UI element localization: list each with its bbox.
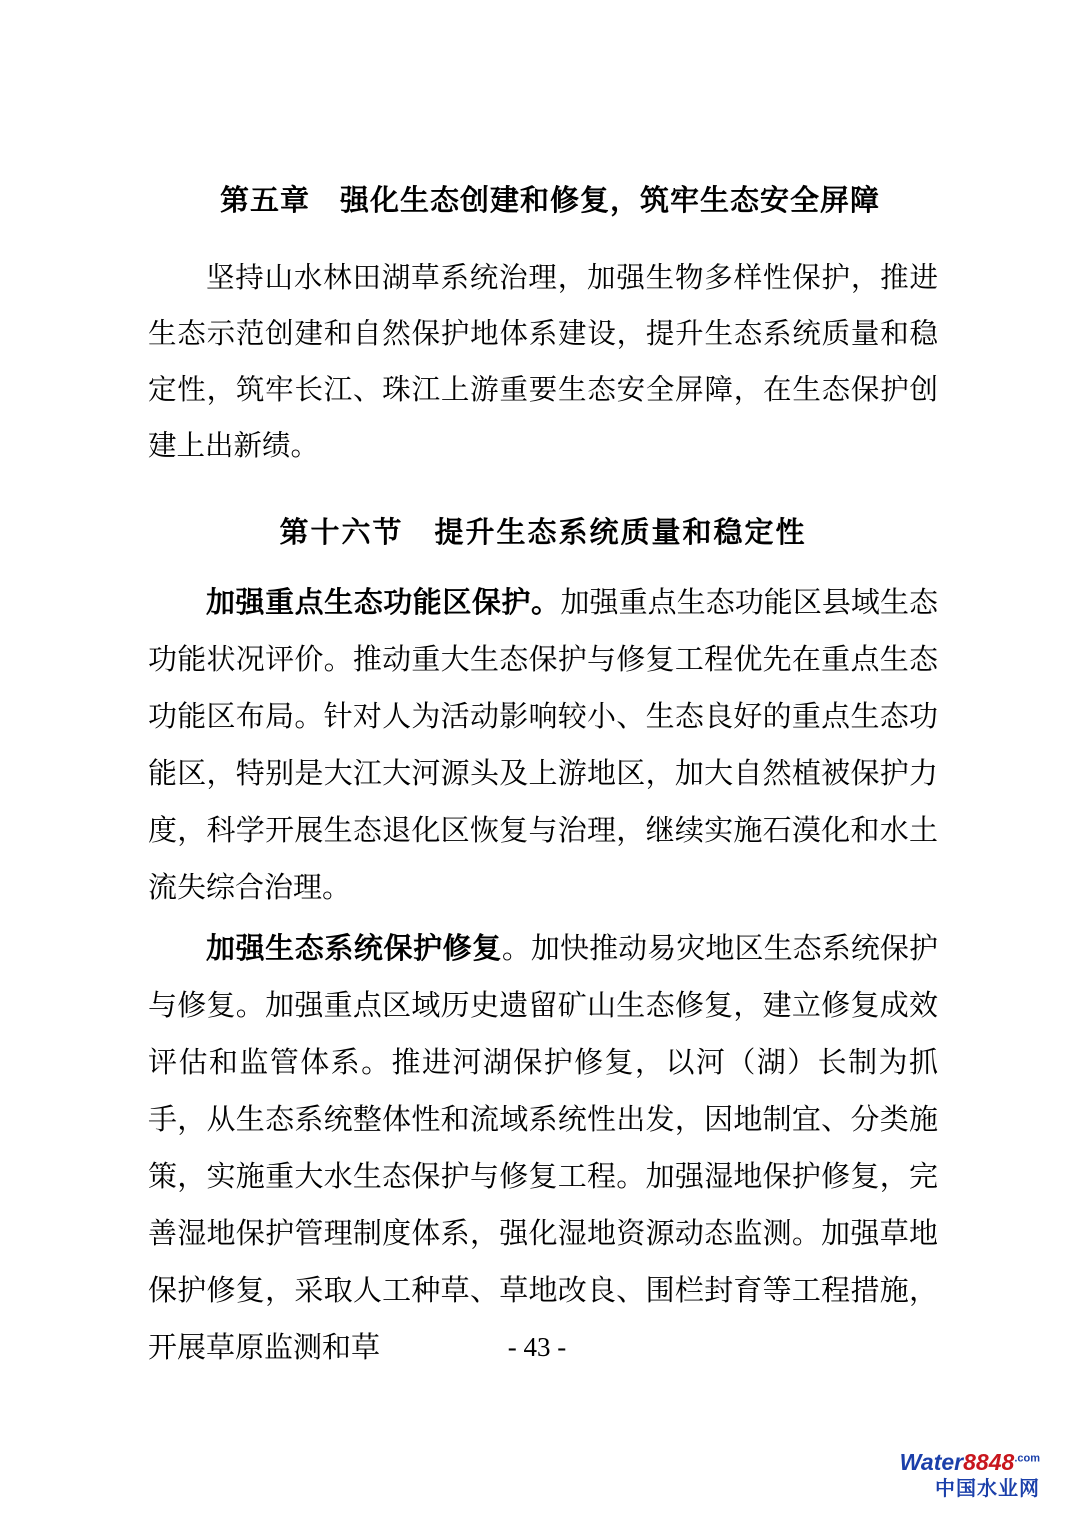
watermark-brand: [900, 1448, 1040, 1477]
watermark-brand-cn: 中国水业网: [935, 1478, 1040, 1500]
paragraph-2-body: 。加快推动易灾地区生态系统保护与修复。加强重点区域历史遗留矿山生态修复，建立修复成效评估和监管体系。推进河湖保护修复，以河（湖）长制为抓手，从生态系统整体性和流域系统性出发，因地制宜、分类施策，实施重大水生态保护与修复工程。加强湿地保护修复，完善湿地保护管理制度体系，强化湿地资源动态监测。加强草地保护修复，采取人工种草、草地改良、围栏封育等工程措施，开展草原监测和草: [148, 933, 938, 1364]
page-content: [148, 180, 938, 1381]
paragraph-2-lead: 加强生态系统保护修复: [206, 933, 502, 965]
watermark-brand-sup: .com: [1014, 1452, 1040, 1465]
chapter-heading: 第五章 强化生态创建和修复，筑牢生态安全屏障: [220, 185, 881, 217]
watermark-brand-main: Water: [899, 1449, 964, 1476]
section-heading: 第十六节 提升生态系统质量和稳定性: [279, 516, 807, 549]
paragraph-1-lead: 加强重点生态功能区保护。: [206, 587, 561, 619]
watermark-brand-number: 8848: [963, 1449, 1015, 1476]
intro-paragraph: 坚持山水林田湖草系统治理，加强生物多样性保护，推进生态示范创建和自然保护地体系建设，提升生态系统质量和稳定性，筑牢长江、珠江上游重要生态安全屏障，在生态保护创建上出新绩。: [148, 261, 938, 462]
paragraph-1: [148, 575, 938, 917]
paragraph-1-body: 加强重点生态功能区县域生态功能状况评价。推动重大生态保护与修复工程优先在重点生态功能区布局。针对人为活动影响较小、生态良好的重点生态功能区，特别是大江大河源头及上游地区，加大自然植被保护力度，科学开展生态退化区恢复与治理，继续实施石漠化和水土流失综合治理。: [148, 587, 938, 904]
watermark: [900, 1448, 1040, 1502]
paragraph-2: [148, 921, 938, 1377]
page-number: - 43 -: [507, 1332, 567, 1362]
